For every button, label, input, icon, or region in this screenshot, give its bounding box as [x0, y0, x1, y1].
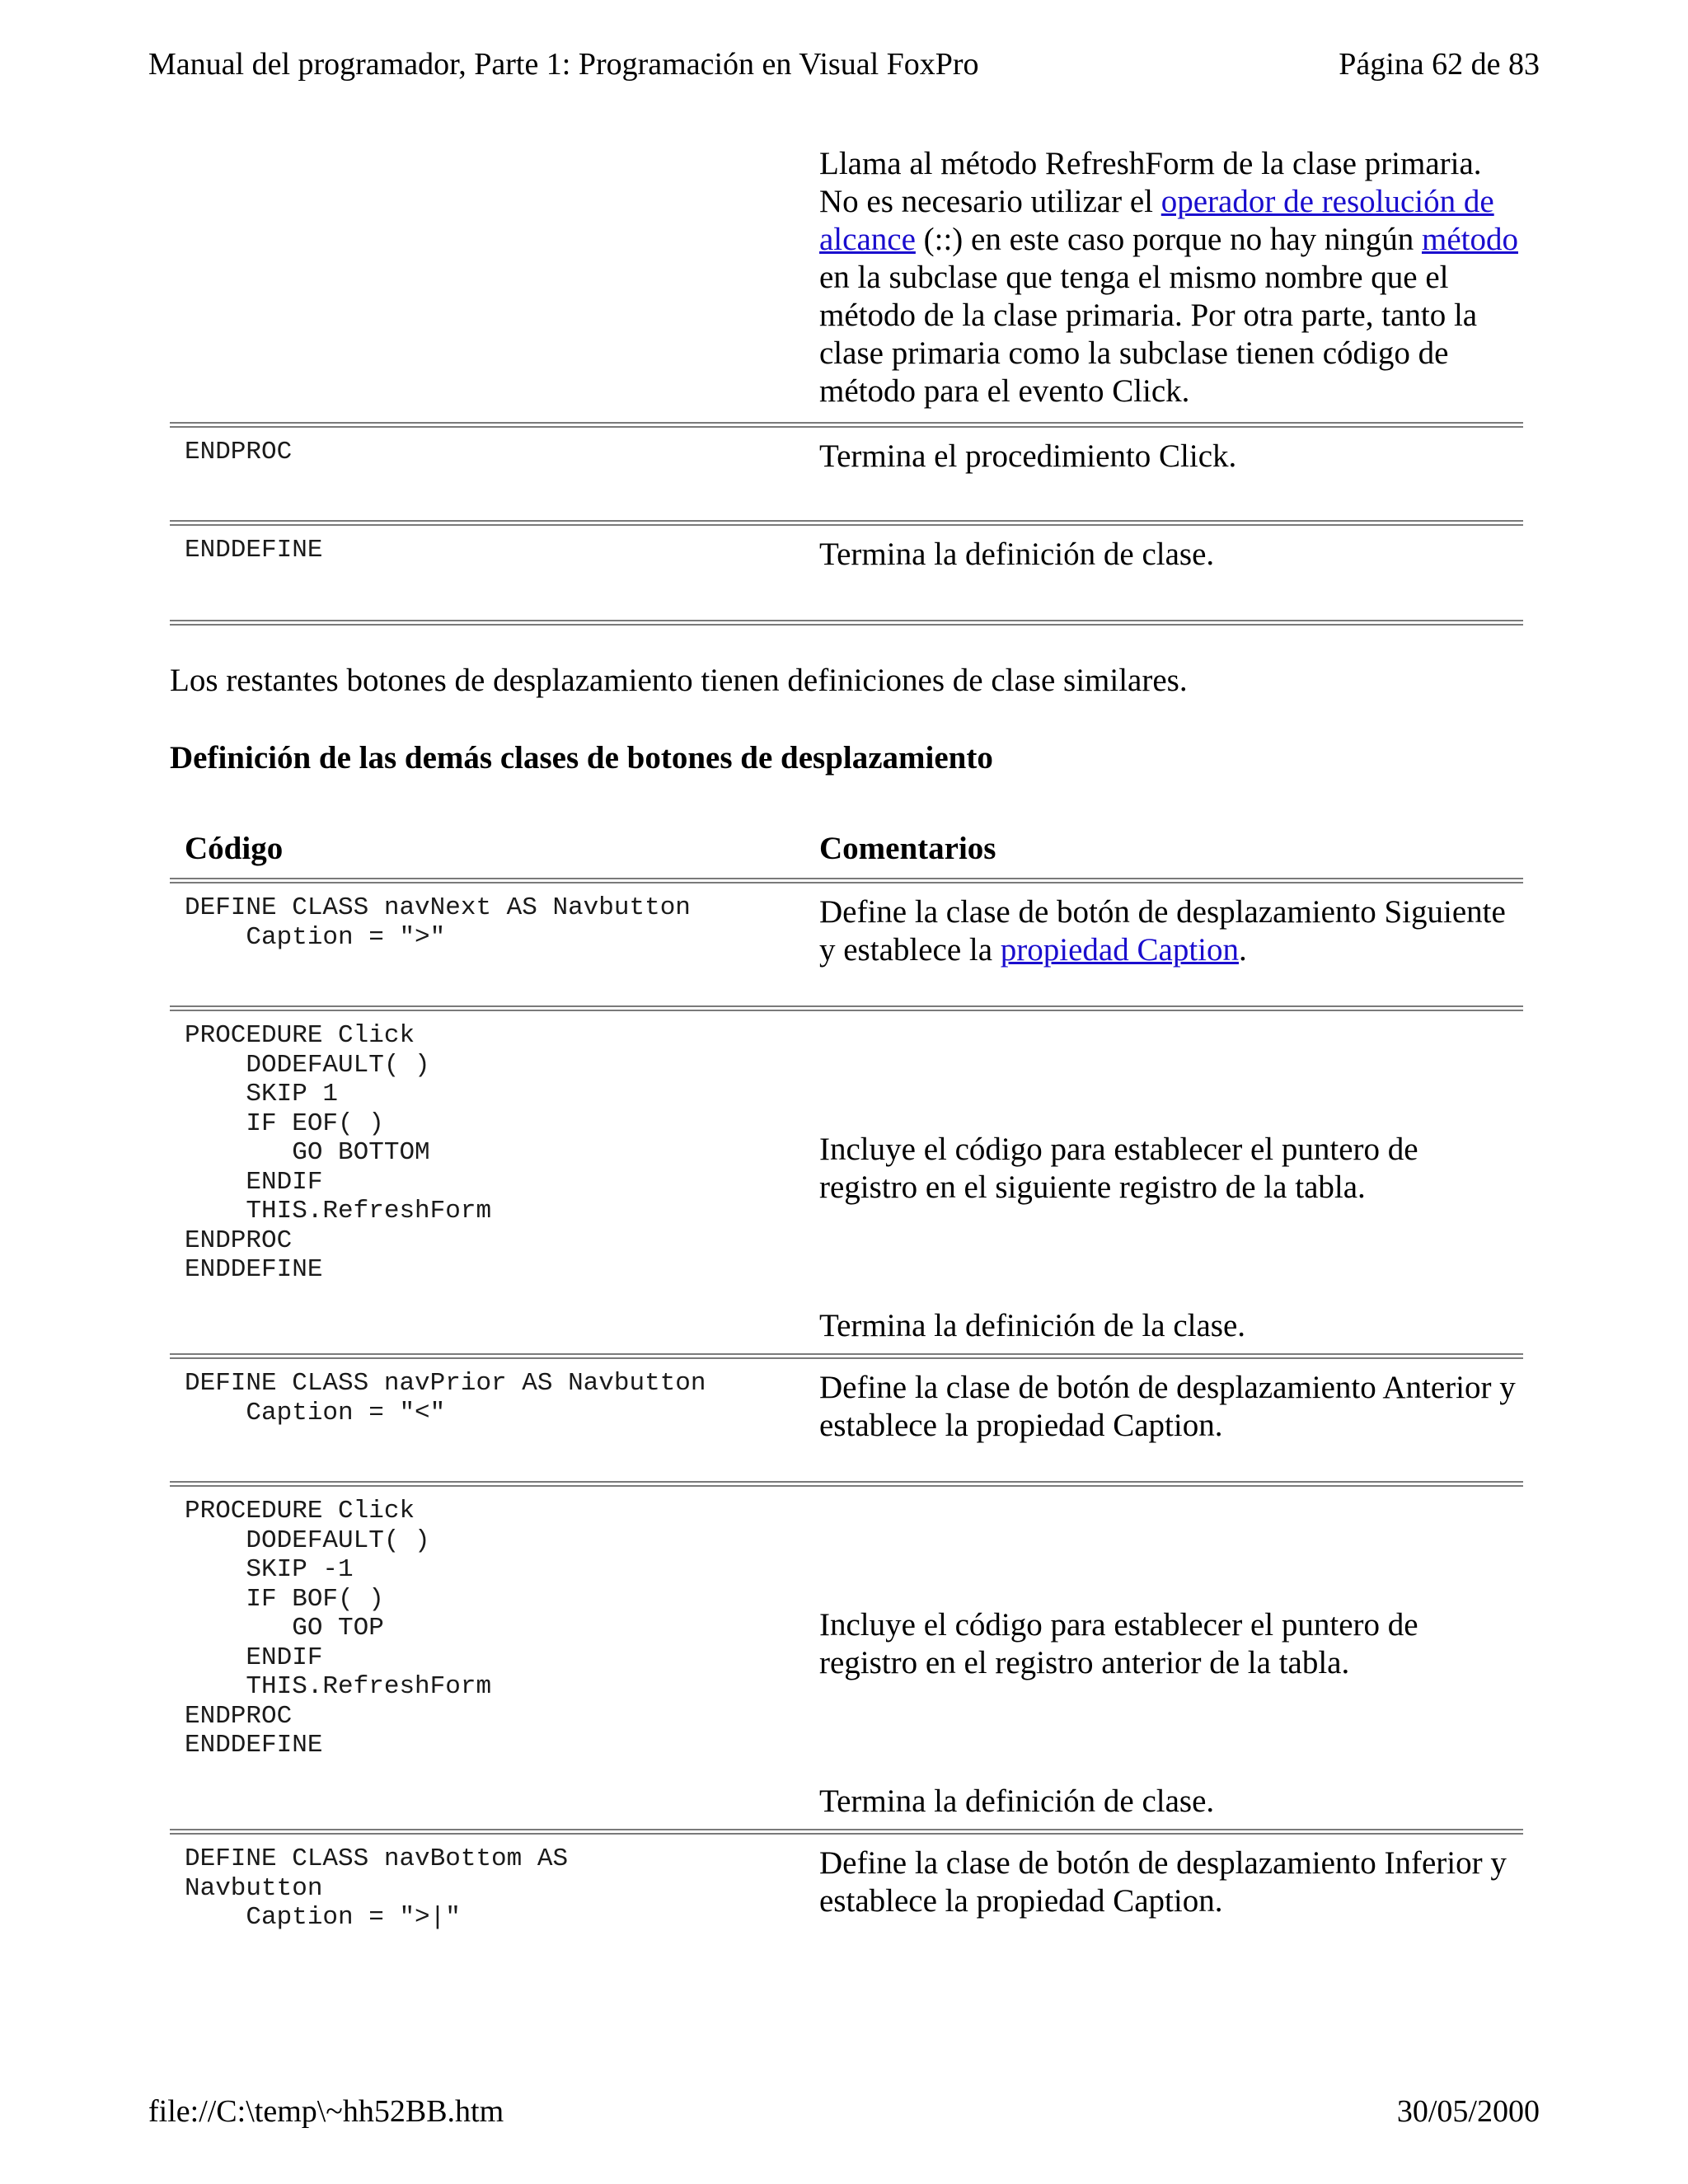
comments-column-header: Comentarios	[819, 831, 996, 866]
comment-cell: Incluye el código para establecer el puntero de registro en el registro anterior de la tabla. Termina la definición de clase.	[819, 1487, 1523, 1829]
table-row	[170, 1359, 1523, 1481]
code-cell: PROCEDURE Click DODEFAULT( ) SKIP 1 IF EOF( ) GO BOTTOM ENDIF THIS.RefreshForm ENDPROC ENDDEFINE	[185, 1021, 492, 1284]
page-content	[170, 145, 1523, 1933]
end-class-comment: Termina la definición de clase.	[819, 1783, 1215, 1819]
print-date: 30/05/2000	[1396, 2094, 1540, 2129]
table-row	[170, 145, 1523, 422]
page-footer	[148, 2093, 1540, 2131]
row-divider	[170, 1829, 1523, 1835]
row-divider	[170, 1481, 1523, 1487]
table-row	[170, 1835, 1523, 1933]
comment-cell: Incluye el código para establecer el puntero de registro en el siguiente registro de la tabla. Termina la definición de la clase.	[819, 1011, 1523, 1353]
document-title: Manual del programador, Parte 1: Programación en Visual FoxPro	[148, 47, 979, 82]
comment-cell: Termina el procedimiento Click.	[819, 438, 1237, 474]
row-divider	[170, 1005, 1523, 1011]
scope-resolution-operator-link[interactable]: operador de resolución de alcance	[819, 184, 1494, 257]
file-path: file://C:\temp\~hh52BB.htm	[148, 2094, 504, 2129]
end-class-comment: Termina la definición de la clase.	[819, 1308, 1246, 1343]
code-cell: DEFINE CLASS navPrior AS Navbutton Caption = "<"	[185, 1369, 706, 1427]
code-cell: ENDDEFINE	[185, 536, 323, 565]
row-divider	[170, 520, 1523, 526]
table-row	[170, 883, 1523, 1005]
comment-cell: Define la clase de botón de desplazamiento Inferior y establece la propiedad Caption.	[819, 1845, 1507, 1919]
page-number: Página 62 de 83	[1339, 47, 1540, 82]
row-divider	[170, 620, 1523, 626]
caption-property-link[interactable]: propiedad Caption	[1000, 932, 1239, 968]
table-row	[170, 428, 1523, 520]
code-cell	[170, 145, 819, 422]
page-header	[148, 46, 1540, 84]
code-cell: ENDPROC	[185, 438, 293, 466]
method-link[interactable]: método	[1421, 222, 1518, 257]
code-cell: DEFINE CLASS navBottom AS Navbutton Caption = ">|"	[185, 1844, 569, 1932]
comment-cell: Termina la definición de clase.	[819, 537, 1215, 572]
code-column-header: Código	[185, 831, 284, 866]
code-cell: PROCEDURE Click DODEFAULT( ) SKIP -1 IF BOF( ) GO TOP ENDIF THIS.RefreshForm ENDPROC ENDDEFINE	[185, 1497, 492, 1760]
comment-cell: Define la clase de botón de desplazamiento Siguiente y establece la propiedad Caption.	[819, 894, 1506, 968]
continuation-table	[170, 145, 1523, 626]
table-header-row	[170, 830, 1523, 878]
comment-cell: Llama al método RefreshForm de la clase primaria. No es necesario utilizar el operador de resolución de alcance (::) en este caso porque no hay ningún método en la subclase que tenga el mismo nombre que el método de la clase primaria. Por otra parte, tanto la clase primaria como la subclase tienen código de método para el evento Click.	[819, 146, 1518, 409]
body-paragraph: Los restantes botones de desplazamiento tienen definiciones de clase similares.	[170, 663, 1188, 698]
row-divider	[170, 878, 1523, 883]
table-row	[170, 1487, 1523, 1829]
table-row	[170, 526, 1523, 620]
row-divider	[170, 1353, 1523, 1359]
comment-cell: Define la clase de botón de desplazamiento Anterior y establece la propiedad Caption.	[819, 1370, 1516, 1443]
code-cell: DEFINE CLASS navNext AS Navbutton Caption = ">"	[185, 893, 691, 952]
class-definitions-table	[170, 830, 1523, 1933]
table-row	[170, 1011, 1523, 1353]
row-divider	[170, 422, 1523, 428]
section-heading: Definición de las demás clases de botones de desplazamiento	[170, 740, 993, 776]
